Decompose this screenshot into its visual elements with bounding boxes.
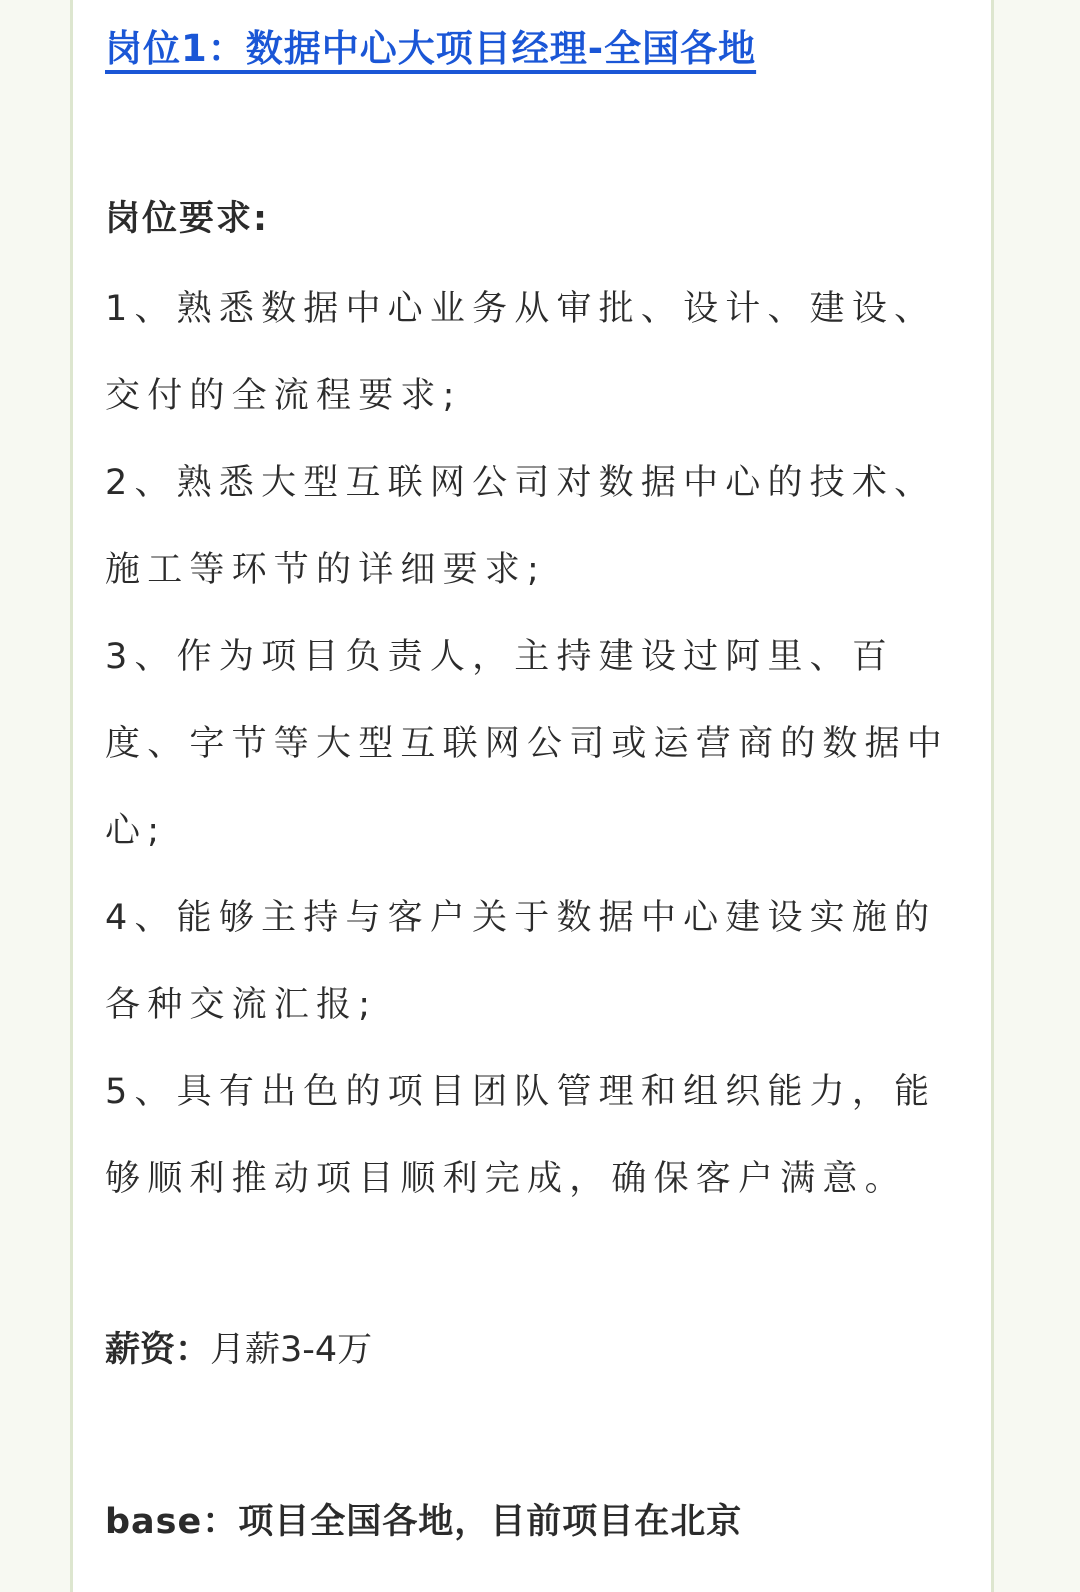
requirements-heading: 岗位要求: — [105, 199, 269, 239]
base-value: 项目全国各地，目前项目在北京 — [238, 1502, 743, 1542]
job-title-link[interactable]: 岗位1：数据中心大项目经理-全国各地 — [105, 27, 757, 70]
requirement-item-3: 3、作为项目负责人，主持建设过阿里、百度、字节等大型互联网公司或运营商的数据中心; — [105, 637, 950, 851]
requirement-item-1: 1、熟悉数据中心业务从审批、设计、建设、交付的全流程要求; — [105, 289, 937, 416]
salary-label: 薪资： — [105, 1330, 211, 1370]
requirements-list — [105, 266, 965, 1223]
right-margin — [994, 0, 1080, 1592]
salary-value: 月薪3-4万 — [210, 1330, 373, 1370]
requirement-item-4: 4、能够主持与客户关于数据中心建设实施的各种交流汇报; — [105, 898, 937, 1025]
left-border — [70, 0, 73, 1592]
right-border — [991, 0, 994, 1592]
requirement-item-2: 2、熟悉大型互联网公司对数据中心的技术、施工等环节的详细要求; — [105, 463, 937, 590]
requirement-item-5: 5、具有出色的项目团队管理和组织能力，能够顺利推动项目顺利完成，确保客户满意。 — [105, 1072, 937, 1199]
salary-line — [105, 1325, 372, 1375]
left-margin — [0, 0, 70, 1592]
base-label: base： — [105, 1502, 239, 1542]
base-line — [105, 1497, 742, 1547]
